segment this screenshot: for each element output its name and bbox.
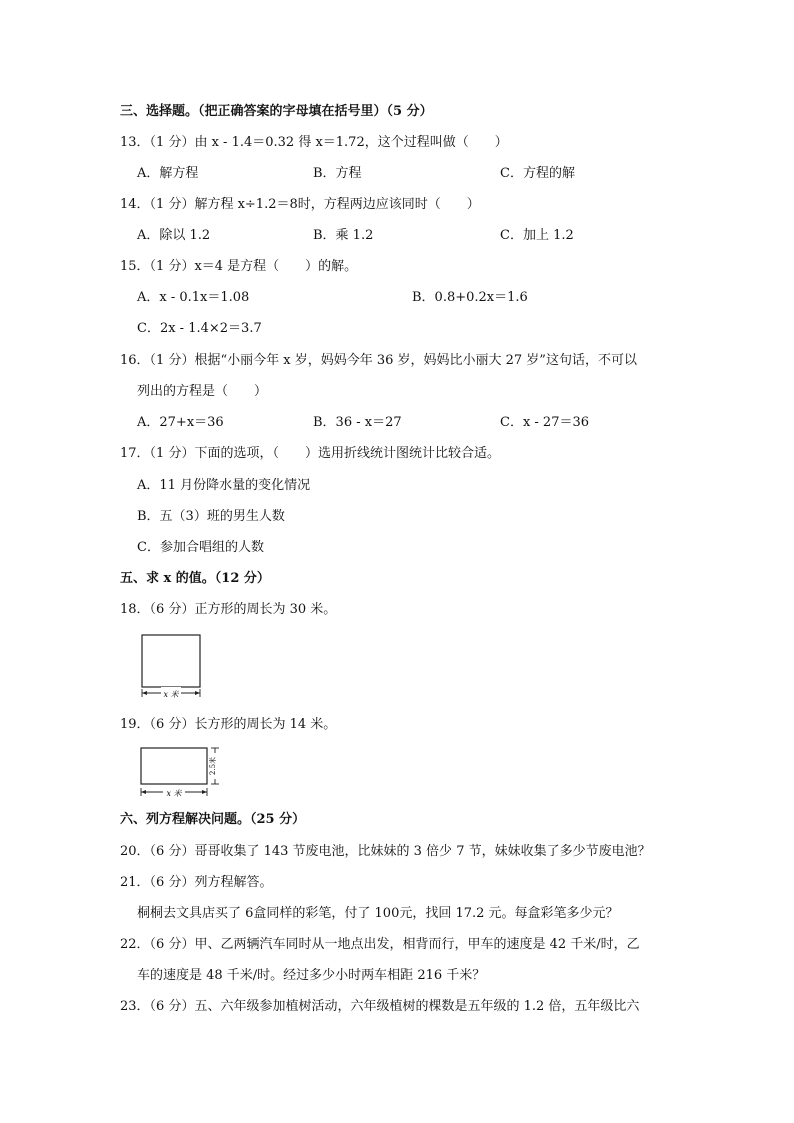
option-c: C．加上 1.2 bbox=[500, 228, 574, 243]
option-c: C．2x - 1.4×2＝3.7 bbox=[137, 321, 262, 336]
option-b: B．方程 bbox=[313, 166, 362, 181]
question-13: 13．（1 分）由 x - 1.4＝0.32 得 x＝1.72，这个过程叫做（ ） bbox=[120, 135, 508, 150]
option-a: A．11 月份降水量的变化情况 bbox=[137, 478, 311, 493]
question-22-continued: 车的速度是 48 千米/时。经过多少小时两车相距 216 千米？ bbox=[137, 968, 486, 983]
question-18: 18．（6 分）正方形的周长为 30 米。 bbox=[120, 602, 337, 617]
rectangle-figure bbox=[135, 745, 225, 801]
option-a: A．解方程 bbox=[137, 166, 199, 181]
option-b: B．0.8+0.2x＝1.6 bbox=[412, 290, 528, 305]
question-20: 20．（6 分）哥哥收集了 143 节废电池，比妹妹的 3 倍少 7 节，妹妹收集了多少节废电池？ bbox=[120, 844, 651, 859]
question-21-body: 桐桐去文具店买了 6盒同样的彩笔，付了 100元，找回 17.2 元。每盒彩笔多少元？ bbox=[137, 906, 619, 921]
side-label: x 米 bbox=[163, 690, 179, 699]
option-c: C．方程的解 bbox=[500, 166, 575, 181]
option-a: A．x - 0.1x＝1.08 bbox=[137, 290, 250, 305]
section-3-heading: 三、选择题。（把正确答案的字母填在括号里）（5 分） bbox=[120, 104, 433, 119]
question-16: 16．（1 分）根据“小丽今年 x 岁，妈妈今年 36 岁，妈妈比小丽大 27 岁”这句话，不可以 bbox=[120, 353, 637, 368]
question-15: 15．（1 分）x＝4 是方程（ ）的解。 bbox=[120, 259, 358, 274]
option-c: C．x - 27＝36 bbox=[500, 415, 590, 430]
question-21: 21．（6 分）列方程解答。 bbox=[120, 875, 273, 890]
square-figure bbox=[135, 632, 215, 708]
question-16-continued: 列出的方程是（ ） bbox=[137, 384, 268, 399]
question-14: 14．（1 分）解方程 x÷1.2＝8时，方程两边应该同时（ ） bbox=[120, 197, 480, 212]
option-b: B．36 - x＝27 bbox=[313, 415, 402, 430]
question-17: 17．（1 分）下面的选项，（ ）选用折线统计图统计比较合适。 bbox=[120, 446, 500, 461]
option-b: B．乘 1.2 bbox=[313, 228, 374, 243]
side-label: 2.5米 bbox=[209, 756, 217, 776]
option-a: A．除以 1.2 bbox=[137, 228, 211, 243]
section-6-heading: 六、列方程解决问题。（25 分） bbox=[120, 812, 306, 827]
option-b: B．五（3）班的男生人数 bbox=[137, 509, 285, 524]
question-22: 22．（6 分）甲、乙两辆汽车同时从一地点出发，相背而行，甲车的速度是 42 千米/时，乙 bbox=[120, 937, 640, 952]
option-a: A．27+x＝36 bbox=[137, 415, 224, 430]
question-23: 23．（6 分）五、六年级参加植树活动，六年级植树的棵数是五年级的 1.2 倍，五年级比六 bbox=[120, 999, 640, 1014]
question-19: 19．（6 分）长方形的周长为 14 米。 bbox=[120, 717, 337, 732]
bottom-label: x 米 bbox=[166, 789, 182, 798]
option-c: C．参加合唱组的人数 bbox=[137, 540, 264, 555]
section-5-heading: 五、求 x 的值。（12 分） bbox=[120, 571, 270, 586]
